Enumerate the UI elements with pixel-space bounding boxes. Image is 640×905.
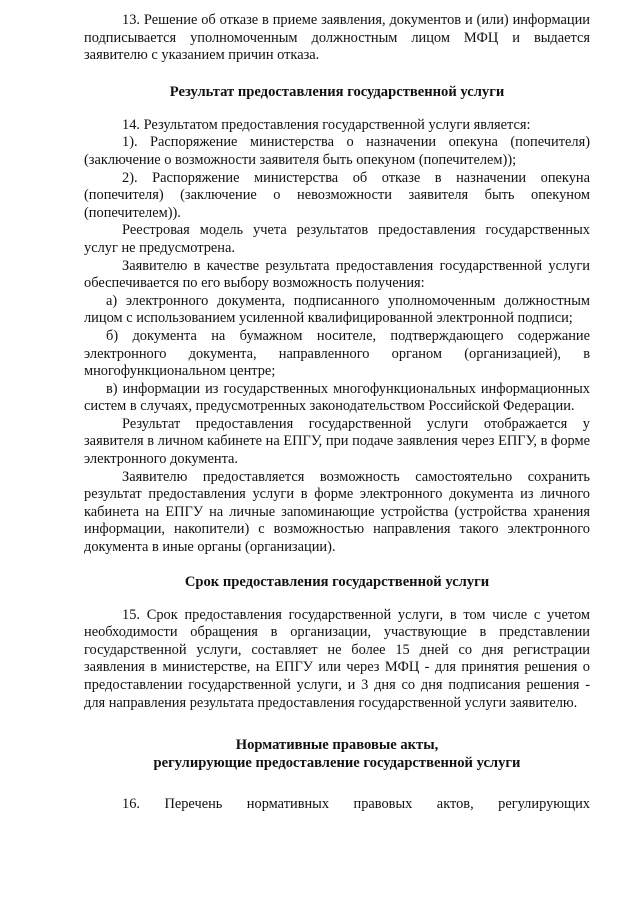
paragraph-15: 15. Срок предоставления государственной услуги, в том числе с учетом необходимости обращения в организации, участвующие в представлении государственной услуги, составляет не более 15 дней со дня регистрации заявления в министерстве, на ЕПГУ или через МФЦ - для принятия решения о предоставлении государственной услуги, и 3 дня со дня подписания решения - для направления результата предоставления государственной услуги заявителю. (84, 606, 590, 711)
paragraph-14: 14. Результатом предоставления государственной услуги является: (122, 116, 531, 133)
heading-term: Срок предоставления государственной услуги (184, 573, 490, 590)
heading-acts-line-2: регулирующие предоставление государственной услуги (153, 755, 521, 772)
paragraph-registry: Реестровая модель учета результатов предоставления государственных услуг не предусмотрена. (84, 222, 590, 256)
document-page (84, 12, 590, 814)
paragraph-result-choice: Заявителю в качестве результата предоставления государственной услуги обеспечивается по его выбору возможность получения: (84, 257, 590, 292)
list-item-a: а) электронного документа, подписанного уполномоченным должностным лицом с использованием усиленной квалифицированной электронной подписи; (84, 292, 590, 327)
paragraph-save-result: Заявителю предоставляется возможность самостоятельно сохранить результат предоставления услуги в форме электронного документа из личного кабинета на ЕПГУ на личные запоминающие устройства (устройства хранения информации, накопители) с возможностью направления такого электронного документа в иные органы (организации). (84, 468, 590, 556)
paragraph-14-item-2: 2). Распоряжение министерства об отказе в назначении опекуна (попечителя) (заключение о невозможности заявителя быть опекуном (попечителем)). (84, 169, 590, 221)
heading-result: Результат предоставления государственной услуги (169, 83, 505, 100)
heading-acts (84, 736, 590, 772)
paragraph-14-item-1: 1). Распоряжение министерства о назначении опекуна (попечителя) (заключение о возможности заявителя быть опекуном (попечителем)); (84, 134, 590, 168)
list-item-b: б) документа на бумажном носителе, подтверждающего содержание электронного документа, направленного органом (организацией), в многофункциональном центре; (84, 327, 590, 380)
heading-acts-line-1: Нормативные правовые акты, (235, 737, 439, 754)
paragraph-16: 16. Перечень нормативных правовых актов, регулирующих (122, 796, 590, 813)
paragraph-cabinet: Результат предоставления государственной услуги отображается у заявителя в личном кабинете на ЕПГУ, при подаче заявления через ЕПГУ, в форме электронного документа. (84, 415, 590, 468)
list-item-v: в) информации из государственных многофункциональных информационных систем в случаях, предусмотренных законодательством Российской Федерации. (84, 380, 590, 415)
paragraph-13: 13. Решение об отказе в приеме заявления, документов и (или) информации подписывается уполномоченным должностным лицом МФЦ и выдается заявителю с указанием причин отказа. (84, 12, 590, 64)
